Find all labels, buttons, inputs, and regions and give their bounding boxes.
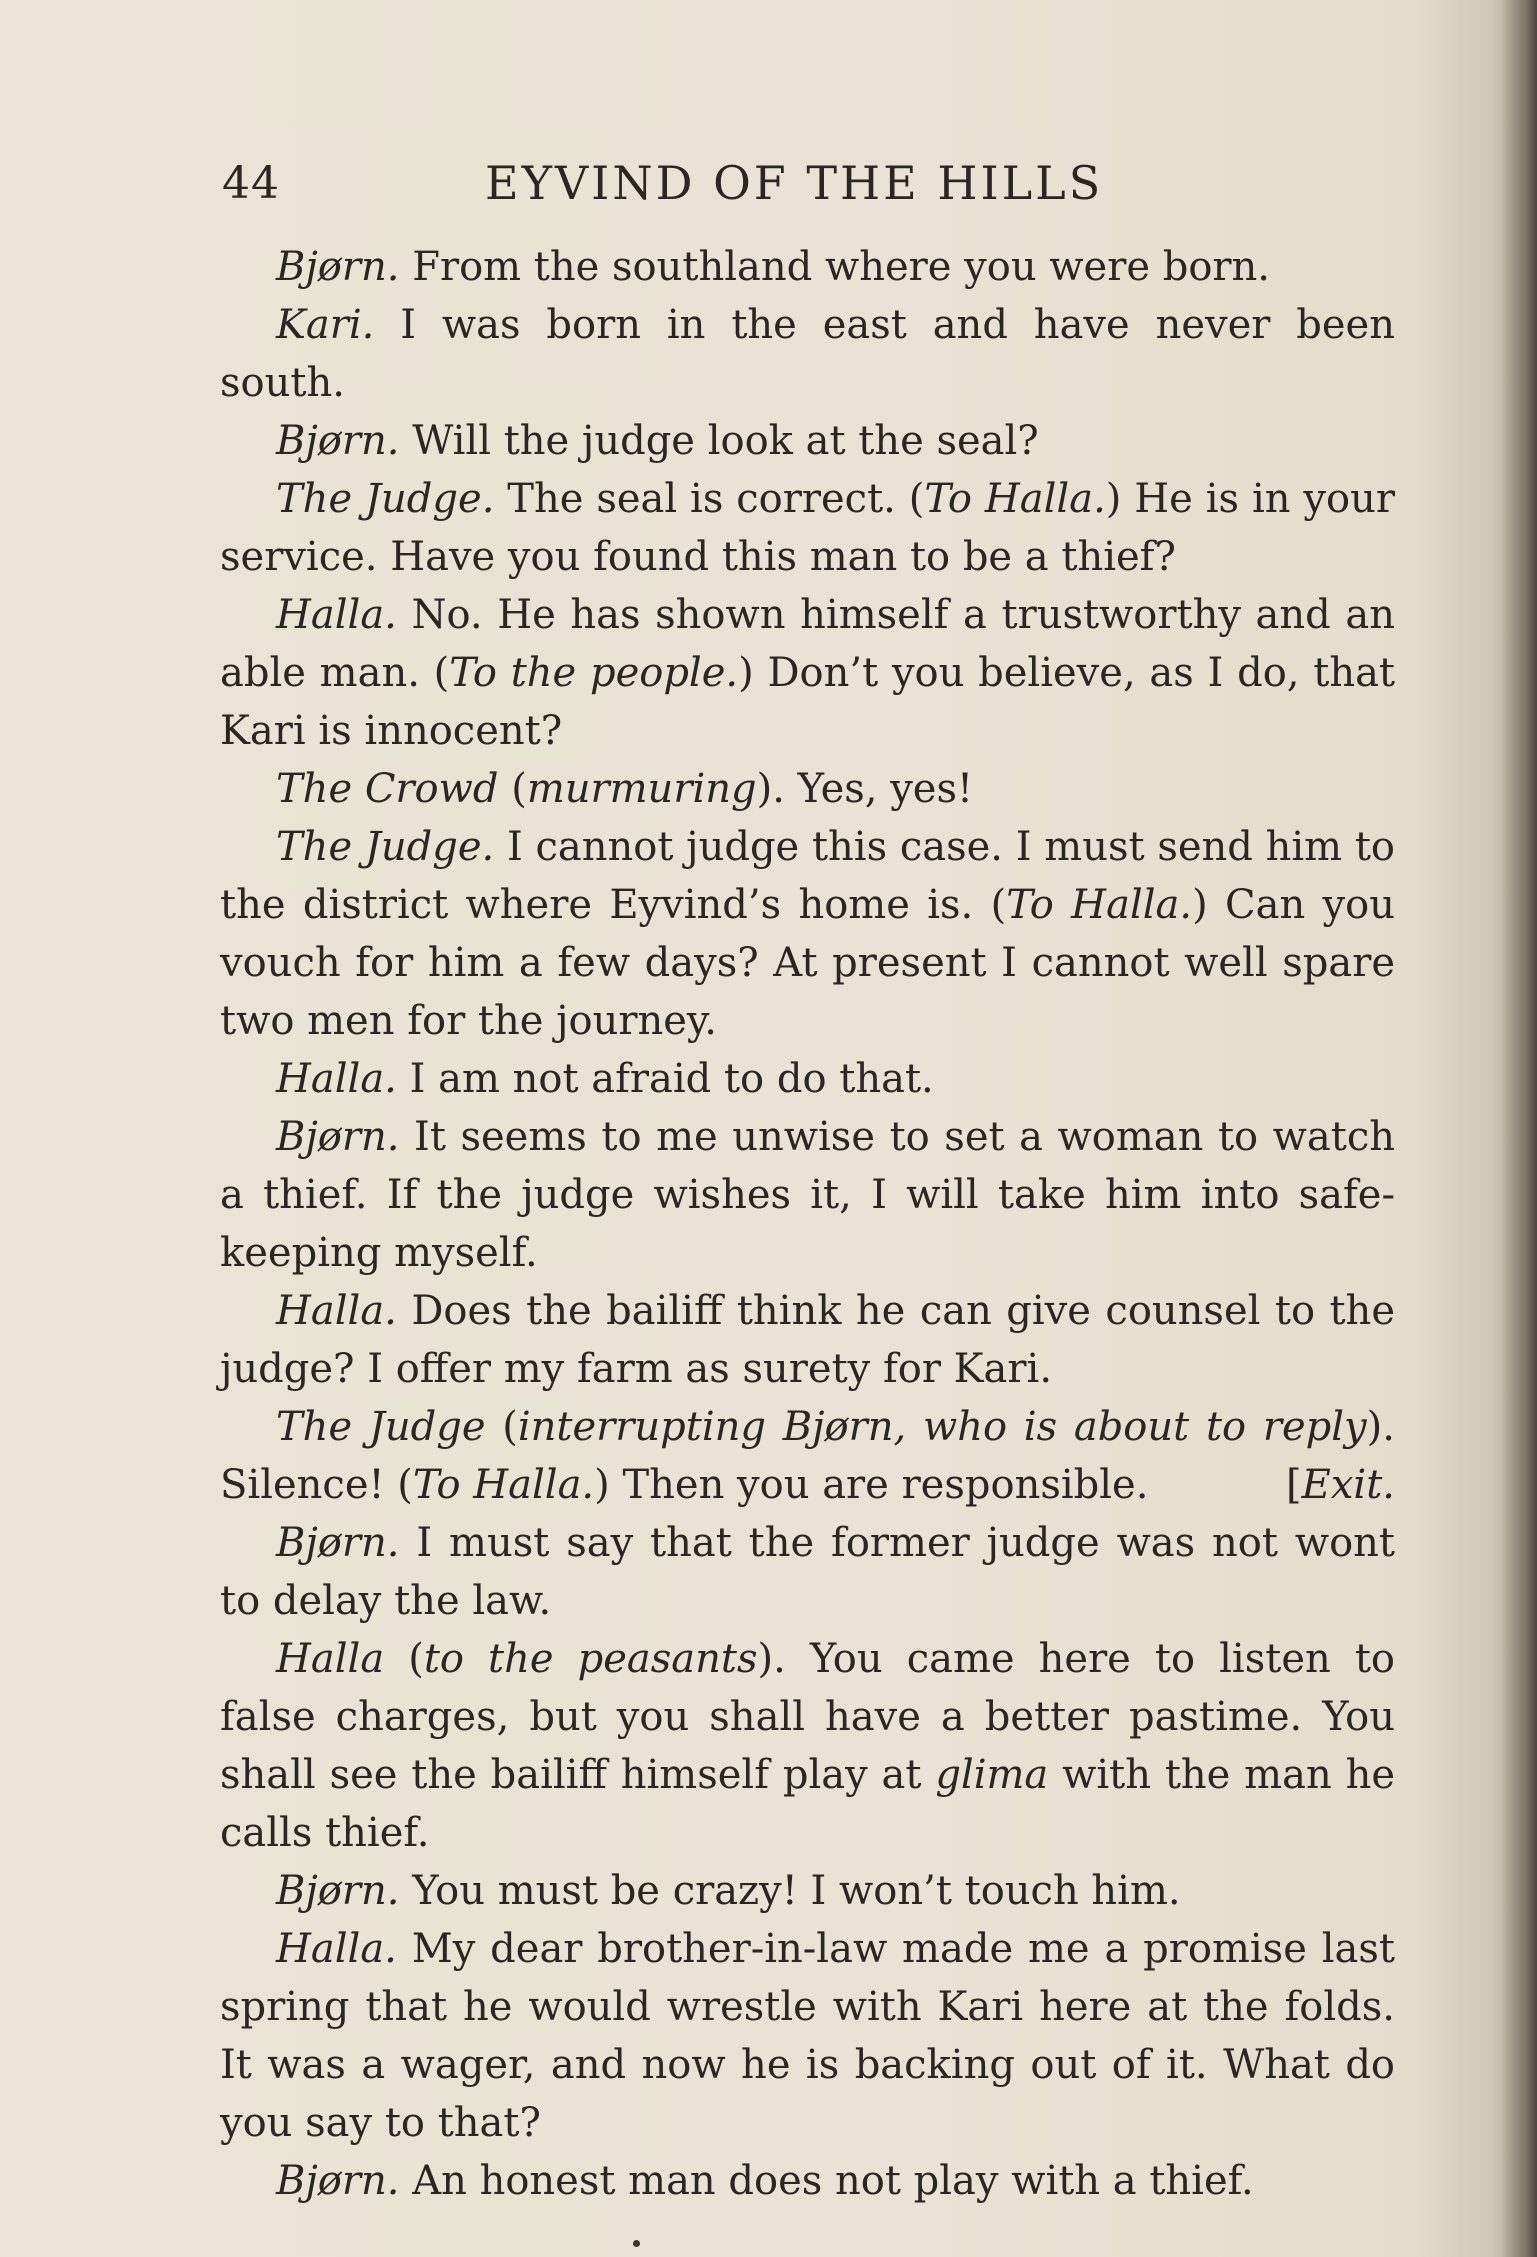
dialogue-line-3 [220,412,1395,470]
dialogue-line-2 [220,296,1395,412]
dialogue-text [220,238,1395,2210]
speech-text: ( [485,1404,518,1450]
speech-text: I am not afraid to do that. [396,1056,934,1102]
speaker-name: Halla. [276,1056,397,1102]
stage-direction: To Halla. [412,1462,595,1508]
speech-text: Does the bailiff think he can give counsel to the judge? I offer my farm as surety for Kari. [220,1288,1395,1392]
speaker-name: Bjørn. [276,1868,400,1914]
italic-term: glima [935,1752,1049,1798]
speech-text: ( [384,1636,424,1682]
stage-direction: to the peasants [423,1636,758,1682]
speaker-name: Bjørn. [276,2158,400,2204]
speech-text: I must say that the former judge was not wont to delay the law. [220,1520,1395,1624]
speech-text: No. He has shown himself a trustworthy and an able man. ( [220,592,1395,696]
stage-direction: murmuring [526,766,757,812]
speaker-name: Bjørn. [276,244,400,290]
dialogue-line-4 [220,470,1395,586]
stage-direction: To Halla. [1006,882,1193,928]
speaker-name: The Crowd [276,766,499,812]
speaker-name: Bjørn. [276,1114,400,1160]
speech-text: I cannot judge this case. I must send him to the district where Eyvind’s home is. ( [220,824,1395,928]
speech-text: I was born in the east and have never been south. [220,302,1395,406]
dialogue-line-6 [220,760,1395,818]
stage-direction: interrupting Bjørn, who is about to reply [517,1404,1367,1450]
speech-text: An honest man does not play with a thief. [399,2158,1254,2204]
dialogue-line-7 [220,818,1395,1050]
speech-text: The seal is correct. ( [494,476,925,522]
speaker-name: Bjørn. [276,418,400,464]
exit-label: Exit. [1301,1462,1395,1508]
speaker-name: Halla. [276,1926,397,1972]
speech-text: ) Can you vouch for him a few days? At present I cannot well spare two men for the journey. [220,882,1395,1044]
speech-text: with the man he calls thief. [220,1752,1395,1856]
speech-text: It seems to me unwise to set a woman to watch a thief. If the judge wishes it, I will take him into safe-keeping myself. [220,1114,1395,1276]
dialogue-line-14 [220,1862,1395,1920]
dialogue-line-15 [220,1920,1395,2152]
dialogue-line-1 [220,238,1395,296]
page-number: 44 [222,158,280,209]
dialogue-line-12 [220,1514,1395,1630]
dialogue-line-5 [220,586,1395,760]
page-edge-shadow [1501,0,1537,2257]
speech-text: ) He is in your service. Have you found this man to be a thief? [220,476,1395,580]
dialogue-line-16 [220,2152,1395,2210]
dialogue-line-9 [220,1108,1395,1282]
stage-direction: To the people. [449,650,739,696]
speaker-name: The Judge. [276,476,495,522]
stage-direction: To Halla. [924,476,1106,522]
speech-text: You must be crazy! I won’t touch him. [399,1868,1181,1914]
exit-direction [1230,1456,1395,1514]
running-title: EYVIND OF THE HILLS [485,156,1104,210]
speaker-name: Halla. [276,1288,397,1334]
speaker-name: Kari. [276,302,375,348]
exit-bracket: [ [1286,1462,1302,1508]
ink-speck [633,2240,640,2247]
speaker-name: Bjørn. [276,1520,400,1566]
dialogue-line-8 [220,1050,1395,1108]
speech-text: ). Yes, yes! [756,766,974,812]
speech-text: ). Silence! ( [220,1404,1395,1508]
speech-text: Will the judge look at the seal? [399,418,1039,464]
speaker-name: Halla. [276,592,397,638]
speaker-name: The Judge [276,1404,486,1450]
speech-text: My dear brother-in-law made me a promise last spring that he would wrestle with Kari here at the folds. It was a wager, and now he is backing out of it. What do you say to that? [220,1926,1395,2146]
speaker-name: The Judge. [276,824,495,870]
speech-text: ( [498,766,527,812]
dialogue-line-11 [220,1398,1395,1514]
speech-text: ). You came here to listen to false charges, but you shall have a better pastime. You shall see the bailiff himself play at [220,1636,1395,1798]
speech-text: ) Then you are responsible. [594,1462,1149,1508]
dialogue-line-10 [220,1282,1395,1398]
page-header [222,150,1402,220]
speech-text: ) Don’t you believe, as I do, that Kari is innocent? [220,650,1396,754]
dialogue-line-13 [220,1630,1395,1862]
speaker-name: Halla [276,1636,385,1682]
speech-text: From the southland where you were born. [399,244,1270,290]
